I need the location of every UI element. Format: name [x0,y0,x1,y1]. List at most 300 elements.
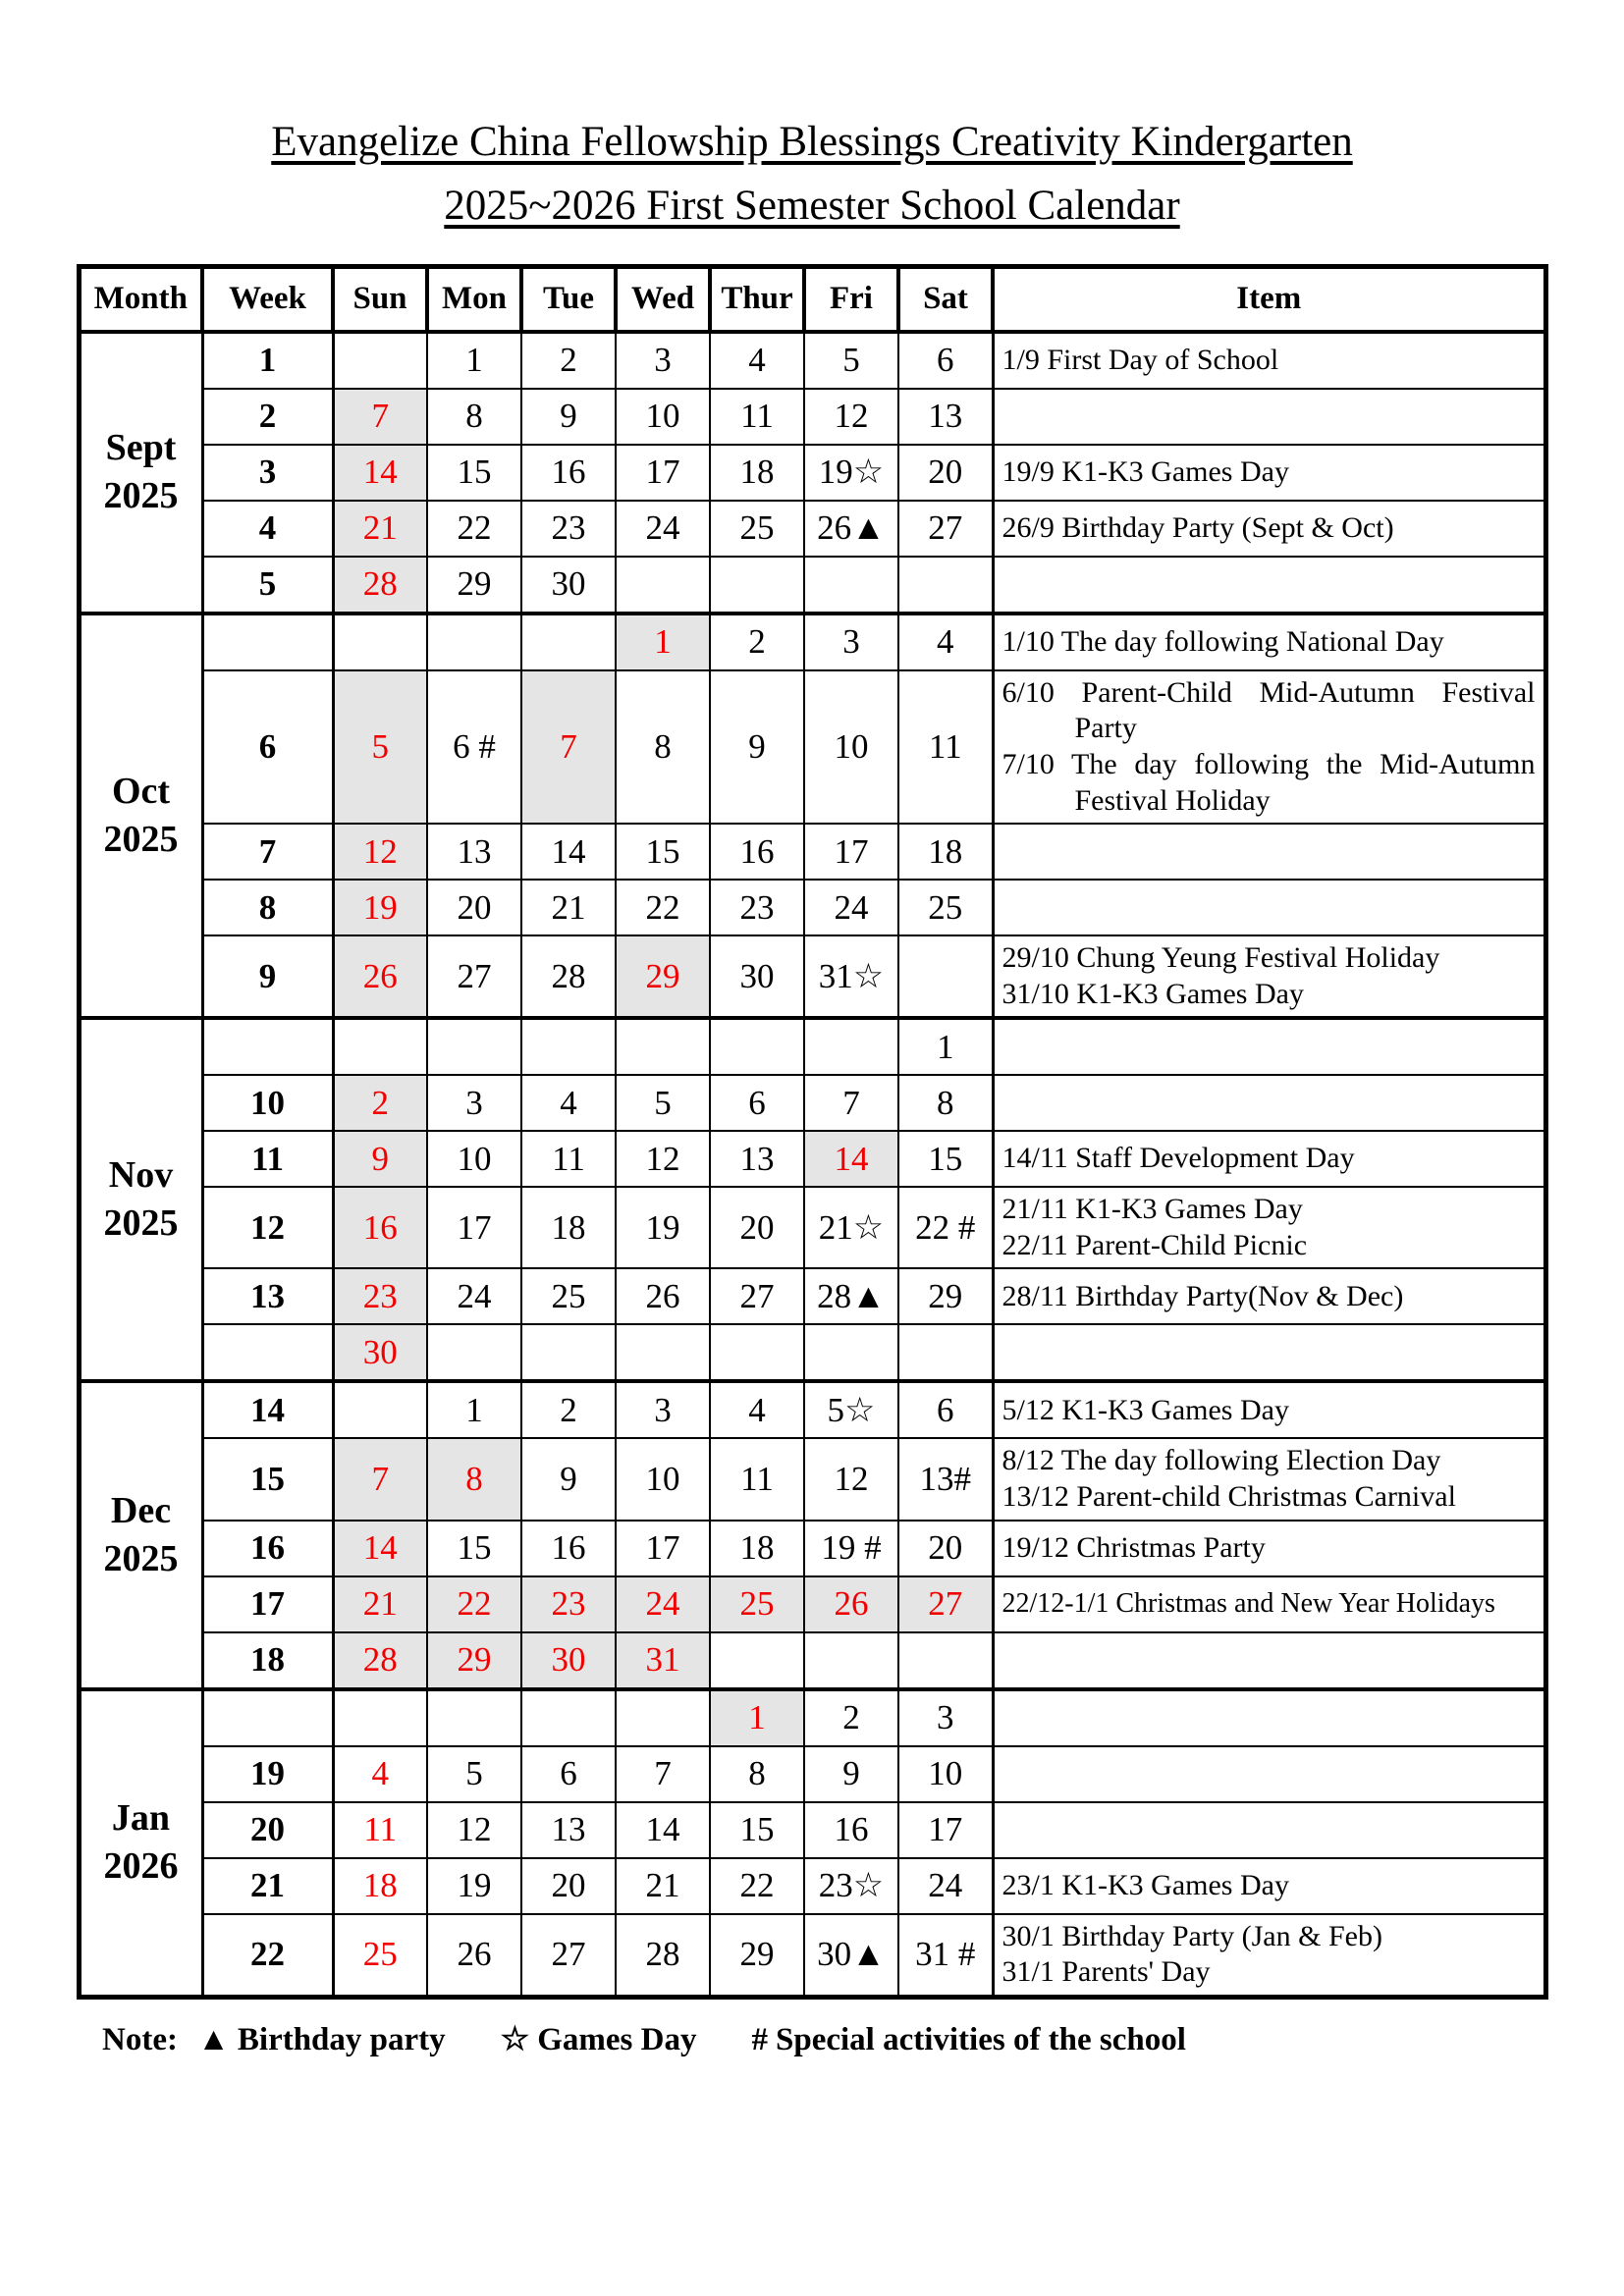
day-cell: 26▲ [804,501,898,557]
day-cell: 16 [521,1521,616,1576]
special-activity-hash-icon: # [751,2021,768,2057]
note-item-label: Birthday party [237,2021,446,2057]
month-label [79,1689,202,1998]
day-cell-empty [898,1324,993,1381]
day-cell: 19☆ [804,445,898,501]
day-cell: 29 [427,1632,521,1689]
month-section-sept [79,332,1545,614]
day-cell: 13 [521,1802,616,1858]
day-cell: 11 [521,1131,616,1187]
day-cell: 19 [333,880,427,935]
month-name: Nov [108,1153,174,1196]
day-cell: 24 [427,1268,521,1324]
day-cell: 23 [710,880,804,935]
item-line: 8/12 The day following Election Day [1001,1444,1441,1477]
item-cell [993,1521,1545,1576]
calendar-row [79,1324,1545,1381]
day-cell: 13# [898,1438,993,1520]
day-cell: 7 [333,1438,427,1520]
day-cell-empty [804,1632,898,1689]
item-line: 21/11 K1-K3 Games Day [1001,1193,1303,1226]
month-year: 2026 [103,1845,179,1888]
day-cell: 2 [804,1689,898,1746]
item-cell [993,501,1545,557]
day-cell: 28 [333,557,427,614]
item-cell [993,1689,1545,1746]
column-header-tue: Tue [521,266,616,332]
item-line: 7/10 The day following the Mid-Autumn Festival Holiday [1001,747,1536,817]
day-cell: 28 [521,935,616,1018]
day-cell: 20 [710,1187,804,1268]
day-cell: 1 [427,1381,521,1438]
item-line: 28/11 Birthday Party(Nov & Dec) [1001,1279,1404,1312]
month-section-dec [79,1381,1545,1688]
day-cell: 30 [710,935,804,1018]
month-section-jan [79,1689,1545,1998]
calendar-row [79,1187,1545,1268]
day-cell: 9 [333,1131,427,1187]
week-number-cell: 14 [202,1381,333,1438]
day-cell: 14 [804,1131,898,1187]
calendar-row [79,1075,1545,1131]
day-cell-empty [710,557,804,614]
day-cell: 8 [710,1746,804,1802]
item-line: 22/11 Parent-Child Picnic [1001,1228,1308,1261]
day-cell: 9 [521,389,616,445]
day-cell: 17 [898,1802,993,1858]
month-label [79,614,202,1019]
day-cell: 25 [521,1268,616,1324]
day-cell: 15 [427,1521,521,1576]
calendar-row [79,332,1545,389]
day-cell: 12 [427,1802,521,1858]
day-cell: 18 [710,445,804,501]
month-year: 2025 [103,475,179,517]
day-cell: 25 [710,501,804,557]
day-cell: 25 [710,1576,804,1632]
games-day-star-icon: ☆ [500,2021,530,2057]
day-cell: 29 [710,1914,804,1998]
note-item [751,2022,1185,2057]
day-cell: 10 [898,1746,993,1802]
column-header-sat: Sat [898,266,993,332]
day-cell: 13 [427,824,521,880]
day-cell-empty [616,1689,710,1746]
calendar-row [79,935,1545,1018]
note-item [501,2022,697,2057]
day-cell: 12 [616,1131,710,1187]
day-cell-empty [427,614,521,670]
week-number-cell: 17 [202,1576,333,1632]
day-cell-empty [804,1018,898,1075]
month-label [79,1018,202,1381]
month-label [79,332,202,614]
day-cell: 2 [521,332,616,389]
day-cell: 20 [521,1858,616,1914]
month-name: Oct [111,770,171,812]
day-cell-empty [710,1632,804,1689]
day-cell: 5 [616,1075,710,1131]
calendar-row [79,880,1545,935]
item-cell [993,1131,1545,1187]
item-line: 29/10 Chung Yeung Festival Holiday [1001,941,1440,975]
day-cell: 30 [333,1324,427,1381]
day-cell: 5 [333,670,427,824]
day-cell-empty [333,1381,427,1438]
week-number-cell: 1 [202,332,333,389]
calendar-row [79,501,1545,557]
day-cell: 23 [521,501,616,557]
item-cell [993,935,1545,1018]
item-line: 14/11 Staff Development Day [1001,1142,1355,1175]
week-number-cell: 12 [202,1187,333,1268]
day-cell: 8 [427,389,521,445]
day-cell-empty [616,1018,710,1075]
day-cell: 25 [898,880,993,935]
note-item [197,2022,445,2057]
calendar-row [79,1018,1545,1075]
day-cell: 16 [521,445,616,501]
day-cell: 27 [427,935,521,1018]
day-cell: 6 [521,1746,616,1802]
day-cell: 10 [616,1438,710,1520]
birthday-triangle-icon: ▲ [197,2021,230,2057]
calendar-header [79,266,1545,332]
item-cell [993,1018,1545,1075]
calendar-row [79,1438,1545,1520]
column-header-mon: Mon [427,266,521,332]
day-cell-empty [333,614,427,670]
item-cell [993,1075,1545,1131]
calendar-row [79,445,1545,501]
column-header-fri: Fri [804,266,898,332]
day-cell: 10 [427,1131,521,1187]
day-cell: 23☆ [804,1858,898,1914]
day-cell: 17 [616,445,710,501]
day-cell: 26 [333,935,427,1018]
day-cell: 4 [898,614,993,670]
calendar-row [79,1914,1545,1998]
week-number-cell: 22 [202,1914,333,1998]
item-line: 23/1 K1-K3 Games Day [1001,1868,1289,1901]
day-cell: 28 [616,1914,710,1998]
day-cell: 15 [427,445,521,501]
item-line: 19/9 K1-K3 Games Day [1001,454,1289,488]
day-cell: 5☆ [804,1381,898,1438]
header-row [79,266,1545,332]
day-cell: 7 [333,389,427,445]
calendar-row [79,614,1545,670]
week-number-cell [202,614,333,670]
week-number-cell: 16 [202,1521,333,1576]
day-cell: 18 [710,1521,804,1576]
item-line: 31/1 Parents' Day [1001,1955,1211,1989]
item-line: 6/10 Parent-Child Mid-Autumn Festival Party [1001,675,1536,745]
day-cell: 4 [710,1381,804,1438]
item-line: 13/12 Parent-child Christmas Carnival [1001,1480,1456,1514]
day-cell: 15 [616,824,710,880]
day-cell: 1 [427,332,521,389]
day-cell: 6 # [427,670,521,824]
item-cell [993,880,1545,935]
week-number-cell: 11 [202,1131,333,1187]
day-cell: 8 [616,670,710,824]
calendar-row [79,824,1545,880]
day-cell-empty [333,1689,427,1746]
day-cell-empty [616,1324,710,1381]
day-cell: 23 [333,1268,427,1324]
day-cell: 29 [427,557,521,614]
item-line: 1/10 The day following National Day [1001,624,1444,658]
day-cell: 16 [710,824,804,880]
day-cell-empty [616,557,710,614]
day-cell: 29 [898,1268,993,1324]
day-cell: 2 [333,1075,427,1131]
week-number-cell: 10 [202,1075,333,1131]
day-cell-empty [710,1018,804,1075]
week-number-cell [202,1689,333,1746]
day-cell: 28 [333,1632,427,1689]
day-cell-empty [333,1018,427,1075]
item-cell [993,445,1545,501]
note-item-label: Games Day [537,2021,697,2057]
day-cell: 12 [804,389,898,445]
calendar-row [79,1746,1545,1802]
day-cell: 26 [427,1914,521,1998]
day-cell: 5 [804,332,898,389]
week-number-cell: 6 [202,670,333,824]
day-cell: 3 [804,614,898,670]
week-number-cell: 18 [202,1632,333,1689]
week-number-cell: 8 [202,880,333,935]
calendar-row [79,1632,1545,1689]
day-cell: 23 [521,1576,616,1632]
week-number-cell: 5 [202,557,333,614]
day-cell: 12 [333,824,427,880]
day-cell: 9 [804,1746,898,1802]
week-number-cell: 19 [202,1746,333,1802]
day-cell: 22 [427,1576,521,1632]
item-cell [993,824,1545,880]
item-cell [993,1438,1545,1520]
month-year: 2025 [103,1538,179,1580]
day-cell: 11 [333,1802,427,1858]
week-number-cell: 13 [202,1268,333,1324]
item-cell [993,332,1545,389]
item-line: 5/12 K1-K3 Games Day [1001,1393,1289,1426]
day-cell: 27 [521,1914,616,1998]
item-cell [993,1802,1545,1858]
item-line: 26/9 Birthday Party (Sept & Oct) [1001,510,1394,544]
item-cell [993,389,1545,445]
day-cell: 21☆ [804,1187,898,1268]
day-cell: 19 [616,1187,710,1268]
day-cell: 25 [333,1914,427,1998]
day-cell: 24 [616,1576,710,1632]
day-cell-empty [333,332,427,389]
day-cell: 7 [616,1746,710,1802]
month-label [79,1381,202,1688]
day-cell-empty [898,1632,993,1689]
day-cell: 9 [710,670,804,824]
day-cell: 2 [521,1381,616,1438]
item-cell [993,670,1545,824]
day-cell: 21 [521,880,616,935]
legend-note [102,2019,1624,2058]
day-cell: 22 [616,880,710,935]
day-cell: 4 [521,1075,616,1131]
month-year: 2025 [103,1202,179,1245]
calendar-row [79,1802,1545,1858]
day-cell: 14 [333,445,427,501]
day-cell: 6 [898,1381,993,1438]
column-header-item: Item [993,266,1545,332]
day-cell-empty [521,1018,616,1075]
day-cell: 5 [427,1746,521,1802]
day-cell: 4 [333,1746,427,1802]
calendar-row [79,670,1545,824]
day-cell: 3 [427,1075,521,1131]
day-cell-empty [427,1689,521,1746]
day-cell: 19 [427,1858,521,1914]
day-cell: 27 [898,1576,993,1632]
item-cell [993,1914,1545,1998]
week-number-cell: 2 [202,389,333,445]
item-line: 22/12-1/1 Christmas and New Year Holidays [1001,1588,1495,1620]
day-cell: 30▲ [804,1914,898,1998]
item-line: 30/1 Birthday Party (Jan & Feb) [1001,1919,1382,1952]
day-cell: 17 [804,824,898,880]
page-title [0,0,1624,239]
day-cell: 6 [710,1075,804,1131]
day-cell: 22 [710,1858,804,1914]
day-cell: 31 # [898,1914,993,1998]
day-cell: 18 [898,824,993,880]
month-year: 2025 [103,819,179,860]
day-cell: 8 [898,1075,993,1131]
title-line1: Evangelize China Fellowship Blessings Creativity Kindergarten [271,119,1353,165]
calendar-row [79,1381,1545,1438]
week-number-cell: 3 [202,445,333,501]
calendar-row [79,1268,1545,1324]
column-header-thur: Thur [710,266,804,332]
month-name: Jan [111,1796,171,1839]
item-cell [993,1858,1545,1914]
day-cell: 20 [427,880,521,935]
week-number-cell [202,1018,333,1075]
day-cell-empty [804,557,898,614]
day-cell: 22 [427,501,521,557]
day-cell: 22 # [898,1187,993,1268]
day-cell: 6 [898,332,993,389]
day-cell: 31 [616,1632,710,1689]
day-cell: 17 [616,1521,710,1576]
title-line2: 2025~2026 First Semester School Calendar [444,183,1180,230]
day-cell: 18 [333,1858,427,1914]
day-cell: 9 [521,1438,616,1520]
day-cell: 21 [333,501,427,557]
day-cell: 18 [521,1187,616,1268]
day-cell: 1 [710,1689,804,1746]
day-cell: 19 # [804,1521,898,1576]
day-cell: 1 [898,1018,993,1075]
day-cell-empty [898,935,993,1018]
day-cell: 20 [898,445,993,501]
day-cell: 13 [898,389,993,445]
item-cell [993,1324,1545,1381]
day-cell: 11 [898,670,993,824]
day-cell: 7 [521,670,616,824]
month-section-nov [79,1018,1545,1381]
day-cell: 30 [521,1632,616,1689]
day-cell-empty [804,1324,898,1381]
note-item-label: Special activities of the school [775,2021,1186,2057]
column-header-wed: Wed [616,266,710,332]
week-number-cell: 20 [202,1802,333,1858]
day-cell: 21 [616,1858,710,1914]
day-cell: 13 [710,1131,804,1187]
day-cell-empty [521,614,616,670]
day-cell: 7 [804,1075,898,1131]
day-cell: 10 [616,389,710,445]
day-cell: 17 [427,1187,521,1268]
column-header-week: Week [202,266,333,332]
item-line: 31/10 K1-K3 Games Day [1001,977,1304,1010]
day-cell: 31☆ [804,935,898,1018]
calendar-row [79,1521,1545,1576]
day-cell: 3 [898,1689,993,1746]
day-cell: 27 [898,501,993,557]
day-cell: 15 [898,1131,993,1187]
week-number-cell [202,1324,333,1381]
day-cell-empty [521,1324,616,1381]
day-cell: 16 [333,1187,427,1268]
day-cell: 11 [710,389,804,445]
calendar-row [79,389,1545,445]
day-cell: 26 [616,1268,710,1324]
day-cell: 14 [333,1521,427,1576]
note-label: Note: [102,2021,178,2057]
day-cell: 14 [521,824,616,880]
week-number-cell: 21 [202,1858,333,1914]
month-section-oct [79,614,1545,1019]
day-cell: 20 [898,1521,993,1576]
day-cell: 27 [710,1268,804,1324]
item-line: 1/9 First Day of School [1001,343,1279,376]
day-cell: 24 [898,1858,993,1914]
calendar-table [77,264,1548,2000]
calendar-row [79,1858,1545,1914]
column-header-sun: Sun [333,266,427,332]
day-cell: 15 [710,1802,804,1858]
day-cell: 1 [616,614,710,670]
day-cell: 4 [710,332,804,389]
calendar-row [79,557,1545,614]
day-cell-empty [710,1324,804,1381]
week-number-cell: 7 [202,824,333,880]
item-cell [993,1746,1545,1802]
day-cell: 24 [804,880,898,935]
day-cell: 10 [804,670,898,824]
column-header-month: Month [79,266,202,332]
item-line: 19/12 Christmas Party [1001,1530,1266,1564]
day-cell: 12 [804,1438,898,1520]
day-cell: 2 [710,614,804,670]
day-cell: 24 [616,501,710,557]
item-cell [993,1268,1545,1324]
day-cell: 3 [616,332,710,389]
day-cell: 8 [427,1438,521,1520]
